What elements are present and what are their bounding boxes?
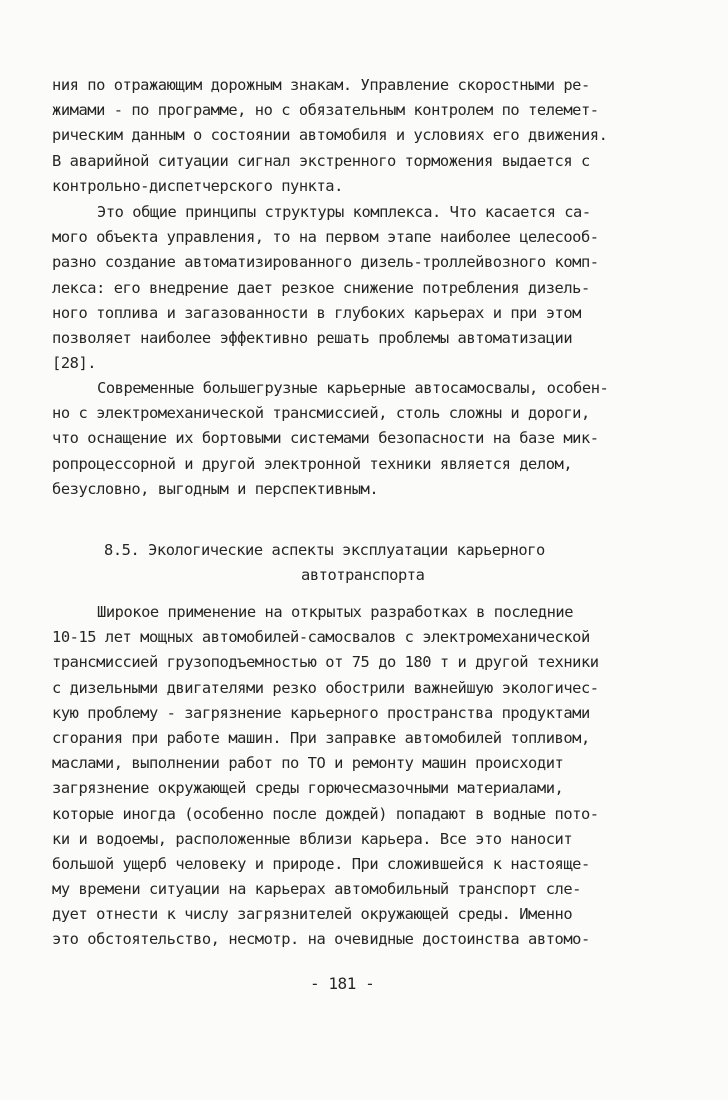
section-heading xyxy=(52,538,677,587)
text-line: позволяет наиболее эффективно решать проблемы автоматизации xyxy=(52,328,573,347)
text-line: сгорания при работе машин. При заправке автомобилей топливом, xyxy=(52,728,590,747)
section-paragraph xyxy=(52,600,677,953)
text-line: дует отнести к числу загрязнителей окружающей среды. Именно xyxy=(52,905,573,924)
text-line: В аварийной ситуации сигнал экстренного торможения выдается с xyxy=(52,151,590,170)
text-line: ропроцессорной и другой электронной техники является делом, xyxy=(52,454,573,473)
text-line: контрольно-диспетчерского пункта. xyxy=(52,176,343,195)
section-heading-line-1: 8.5. Экологические аспекты эксплуатации карьерного xyxy=(104,541,545,559)
text-line: мого объекта управления, то на первом этапе наиболее целесооб- xyxy=(52,228,599,247)
text-line: Это общие принципы структуры комплекса. Что касается са- xyxy=(97,203,591,221)
text-line: трансмиссией грузоподъемностью от 75 до 180 т и другой техники xyxy=(52,653,599,672)
section-heading-line-2: автотранспорта xyxy=(301,565,425,584)
page-number: - 181 - xyxy=(310,974,375,993)
text-line: ки и водоемы, расположенные вблизи карьера. Все это наносит xyxy=(52,829,573,848)
text-line: маслами, выполнении работ по ТО и ремонту машин происходит xyxy=(52,754,564,773)
text-line: безусловно, выгодным и перспективным. xyxy=(52,479,379,498)
text-line: му времени ситуации на карьерах автомобильный транспорт сле- xyxy=(52,880,581,899)
text-line: ния по отражающим дорожным знакам. Управление скоростными ре- xyxy=(52,76,590,94)
text-line: разно создание автоматизированного дизель-троллейвозного комп- xyxy=(52,253,599,272)
text-line: кую проблему - загрязнение карьерного пространства продуктами xyxy=(52,703,590,722)
text-line: 10-15 лет мощных автомобилей-самосвалов с электромеханической xyxy=(52,628,590,647)
paragraph-3 xyxy=(52,376,677,502)
text-line: Широкое применение на открытых разработках в последние xyxy=(97,603,574,621)
text-line: рическим данным о состоянии автомобиля и условиях его движения. xyxy=(52,126,608,145)
paragraph-2 xyxy=(52,200,677,376)
text-line: ного топлива и загазованности в глубоких карьерах и при этом xyxy=(52,303,581,322)
paragraph-1 xyxy=(52,73,677,199)
text-line: большой ущерб человеку и природе. При сложившейся к настояще- xyxy=(52,854,590,873)
text-line: жимами - по программе, но с обязательным контролем по телемет- xyxy=(52,101,599,120)
text-line: что оснащение их бортовыми системами безопасности на базе мик- xyxy=(52,429,599,448)
text-line: которые иногда (особенно после дождей) попадают в водные пото- xyxy=(52,804,599,823)
text-line: лекса: его внедрение дает резкое снижение потребления дизель- xyxy=(52,278,590,297)
text-line: но с электромеханической трансмиссией, столь сложны и дороги, xyxy=(52,404,590,423)
text-line: загрязнение окружающей среды горючесмазочными материалами, xyxy=(52,779,564,798)
text-line: [28]. xyxy=(52,354,97,373)
text-line: с дизельными двигателями резко обострили важнейшую экологичес- xyxy=(52,678,599,697)
text-line: Современные большегрузные карьерные автосамосвалы, особен- xyxy=(97,379,609,397)
text-line: это обстоятельство, несмотр. на очевидные достоинства автомо- xyxy=(52,930,590,949)
